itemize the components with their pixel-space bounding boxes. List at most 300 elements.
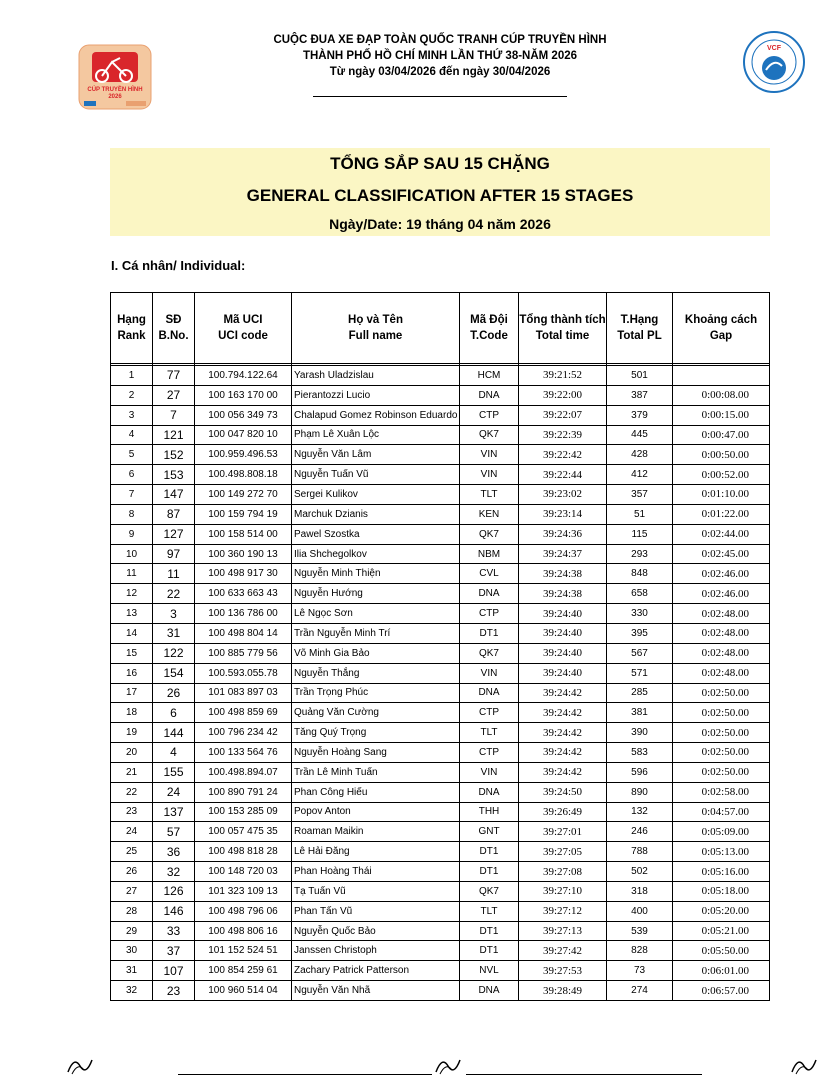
rank-cell: 5 <box>111 445 153 465</box>
time-cell: 39:24:36 <box>519 524 607 544</box>
table-row <box>111 564 770 584</box>
table-row <box>111 544 770 564</box>
team-cell: TLT <box>460 723 519 743</box>
title-banner <box>110 148 770 236</box>
time-cell: 39:22:00 <box>519 385 607 405</box>
rank-cell: 32 <box>111 981 153 1001</box>
table-row <box>111 425 770 445</box>
name-cell: Nguyễn Văn Nhã <box>292 981 460 1001</box>
time-cell: 39:27:01 <box>519 822 607 842</box>
points-cell: 828 <box>607 941 673 961</box>
bib-cell: 22 <box>153 584 195 604</box>
bib-cell: 6 <box>153 703 195 723</box>
points-cell: 501 <box>607 366 673 386</box>
name-cell: Janssen Christoph <box>292 941 460 961</box>
gap-cell: 0:06:57.00 <box>673 981 770 1001</box>
time-cell: 39:24:40 <box>519 643 607 663</box>
time-cell: 39:24:40 <box>519 663 607 683</box>
col-team: Mã Đội T.Code <box>460 293 519 364</box>
points-cell: 132 <box>607 802 673 822</box>
name-cell: Pierantozzi Lucio <box>292 385 460 405</box>
team-cell: CTP <box>460 703 519 723</box>
time-cell: 39:24:40 <box>519 623 607 643</box>
name-cell: Võ Minh Gia Bảo <box>292 643 460 663</box>
points-cell: 379 <box>607 405 673 425</box>
rank-cell: 13 <box>111 604 153 624</box>
table-row <box>111 723 770 743</box>
event-title-line2: THÀNH PHỐ HỒ CHÍ MINH LẦN THỨ 38-NĂM 2026 <box>302 50 578 62</box>
footer-signature-line <box>466 1074 702 1075</box>
rank-cell: 26 <box>111 862 153 882</box>
points-cell: 788 <box>607 842 673 862</box>
gap-cell: 0:05:50.00 <box>673 941 770 961</box>
points-cell: 890 <box>607 782 673 802</box>
name-cell: Sergei Kulikov <box>292 485 460 505</box>
table-row <box>111 901 770 921</box>
time-cell: 39:27:10 <box>519 881 607 901</box>
team-cell: TLT <box>460 485 519 505</box>
table-row <box>111 881 770 901</box>
rank-cell: 14 <box>111 623 153 643</box>
time-cell: 39:27:08 <box>519 862 607 882</box>
svg-text:2026: 2026 <box>108 94 122 100</box>
team-cell: HCM <box>460 366 519 386</box>
team-cell: DNA <box>460 683 519 703</box>
points-cell: 445 <box>607 425 673 445</box>
time-cell: 39:27:12 <box>519 901 607 921</box>
gap-cell: 0:00:08.00 <box>673 385 770 405</box>
col-uci: Mã UCI UCI code <box>195 293 292 364</box>
rank-cell: 25 <box>111 842 153 862</box>
name-cell: Trần Lê Minh Tuấn <box>292 762 460 782</box>
classification-table <box>110 292 770 1001</box>
uci-cell: 100 158 514 00 <box>195 524 292 544</box>
team-cell: DT1 <box>460 623 519 643</box>
rank-cell: 22 <box>111 782 153 802</box>
time-cell: 39:24:42 <box>519 723 607 743</box>
bib-cell: 27 <box>153 385 195 405</box>
name-cell: Chalapud Gomez Robinson Eduardo <box>292 405 460 425</box>
footer-ornament-icon <box>434 1054 464 1076</box>
gap-cell: 0:02:48.00 <box>673 604 770 624</box>
rank-cell: 1 <box>111 366 153 386</box>
rank-cell: 7 <box>111 485 153 505</box>
bib-cell: 24 <box>153 782 195 802</box>
points-cell: 502 <box>607 862 673 882</box>
time-cell: 39:24:42 <box>519 683 607 703</box>
table-row <box>111 961 770 981</box>
gap-cell: 0:02:58.00 <box>673 782 770 802</box>
team-cell: QK7 <box>460 643 519 663</box>
uci-cell: 100 796 234 42 <box>195 723 292 743</box>
rank-cell: 11 <box>111 564 153 584</box>
bib-cell: 77 <box>153 366 195 386</box>
gap-cell: 0:05:16.00 <box>673 862 770 882</box>
name-cell: Zachary Patrick Patterson <box>292 961 460 981</box>
col-points: T.Hạng Total PL <box>607 293 673 364</box>
team-cell: VIN <box>460 663 519 683</box>
team-cell: DNA <box>460 981 519 1001</box>
name-cell: Lê Ngọc Sơn <box>292 604 460 624</box>
team-cell: NVL <box>460 961 519 981</box>
gap-cell <box>673 366 770 386</box>
name-cell: Yarash Uladzislau <box>292 366 460 386</box>
bib-cell: 107 <box>153 961 195 981</box>
bib-cell: 155 <box>153 762 195 782</box>
name-cell: Tạ Tuấn Vũ <box>292 881 460 901</box>
points-cell: 428 <box>607 445 673 465</box>
points-cell: 293 <box>607 544 673 564</box>
name-cell: Phan Công Hiếu <box>292 782 460 802</box>
team-cell: TLT <box>460 901 519 921</box>
bib-cell: 144 <box>153 723 195 743</box>
table-row <box>111 703 770 723</box>
name-cell: Nguyễn Thắng <box>292 663 460 683</box>
points-cell: 330 <box>607 604 673 624</box>
team-cell: CTP <box>460 604 519 624</box>
uci-cell: 100 136 786 00 <box>195 604 292 624</box>
uci-cell: 100.498.894.07 <box>195 762 292 782</box>
points-cell: 571 <box>607 663 673 683</box>
uci-cell: 100 498 818 28 <box>195 842 292 862</box>
table-row <box>111 584 770 604</box>
gap-cell: 0:02:50.00 <box>673 762 770 782</box>
team-cell: THH <box>460 802 519 822</box>
gap-cell: 0:02:46.00 <box>673 564 770 584</box>
rank-cell: 31 <box>111 961 153 981</box>
table-row <box>111 405 770 425</box>
points-cell: 583 <box>607 743 673 763</box>
time-cell: 39:21:52 <box>519 366 607 386</box>
bib-cell: 33 <box>153 921 195 941</box>
name-cell: Ilia Shchegolkov <box>292 544 460 564</box>
uci-cell: 100 153 285 09 <box>195 802 292 822</box>
classification-date: Ngày/Date: 19 tháng 04 năm 2026 <box>329 216 551 232</box>
time-cell: 39:24:37 <box>519 544 607 564</box>
uci-cell: 100 057 475 35 <box>195 822 292 842</box>
points-cell: 400 <box>607 901 673 921</box>
uci-cell: 101 083 897 03 <box>195 683 292 703</box>
time-cell: 39:24:42 <box>519 703 607 723</box>
gap-cell: 0:05:20.00 <box>673 901 770 921</box>
gap-cell: 0:02:48.00 <box>673 663 770 683</box>
bib-cell: 146 <box>153 901 195 921</box>
rank-cell: 28 <box>111 901 153 921</box>
points-cell: 246 <box>607 822 673 842</box>
table-header-row <box>111 293 770 364</box>
name-cell: Phan Hoàng Thái <box>292 862 460 882</box>
gap-cell: 0:06:01.00 <box>673 961 770 981</box>
table-row <box>111 623 770 643</box>
bib-cell: 153 <box>153 465 195 485</box>
team-cell: VIN <box>460 762 519 782</box>
svg-text:CÚP TRUYỀN HÌNH: CÚP TRUYỀN HÌNH <box>87 87 143 93</box>
col-name: Họ và Tên Full name <box>292 293 460 364</box>
bib-cell: 37 <box>153 941 195 961</box>
footer-ornament-icon <box>66 1054 96 1076</box>
event-header <box>230 32 650 80</box>
gap-cell: 0:02:50.00 <box>673 703 770 723</box>
table-row <box>111 782 770 802</box>
name-cell: Tăng Quý Trọng <box>292 723 460 743</box>
uci-cell: 100 056 349 73 <box>195 405 292 425</box>
points-cell: 395 <box>607 623 673 643</box>
team-cell: VIN <box>460 445 519 465</box>
time-cell: 39:24:38 <box>519 564 607 584</box>
gap-cell: 0:02:50.00 <box>673 683 770 703</box>
rank-cell: 3 <box>111 405 153 425</box>
uci-cell: 100 148 720 03 <box>195 862 292 882</box>
uci-cell: 101 152 524 51 <box>195 941 292 961</box>
rank-cell: 4 <box>111 425 153 445</box>
team-cell: VIN <box>460 465 519 485</box>
points-cell: 318 <box>607 881 673 901</box>
team-cell: QK7 <box>460 524 519 544</box>
gap-cell: 0:04:57.00 <box>673 802 770 822</box>
footer-signature-line <box>178 1074 432 1075</box>
col-rank: Hạng Rank <box>111 293 153 364</box>
bib-cell: 36 <box>153 842 195 862</box>
points-cell: 658 <box>607 584 673 604</box>
table-row <box>111 524 770 544</box>
team-cell: QK7 <box>460 881 519 901</box>
points-cell: 567 <box>607 643 673 663</box>
points-cell: 381 <box>607 703 673 723</box>
rank-cell: 21 <box>111 762 153 782</box>
uci-cell: 100 149 272 70 <box>195 485 292 505</box>
table-row <box>111 842 770 862</box>
bib-cell: 3 <box>153 604 195 624</box>
table-row <box>111 604 770 624</box>
time-cell: 39:27:05 <box>519 842 607 862</box>
table-row <box>111 802 770 822</box>
points-cell: 848 <box>607 564 673 584</box>
uci-cell: 100 159 794 19 <box>195 504 292 524</box>
gap-cell: 0:02:48.00 <box>673 643 770 663</box>
rank-cell: 8 <box>111 504 153 524</box>
bib-cell: 154 <box>153 663 195 683</box>
time-cell: 39:27:53 <box>519 961 607 981</box>
rank-cell: 20 <box>111 743 153 763</box>
table-row <box>111 385 770 405</box>
name-cell: Trần Nguyễn Minh Trí <box>292 623 460 643</box>
team-cell: NBM <box>460 544 519 564</box>
points-cell: 51 <box>607 504 673 524</box>
gap-cell: 0:05:21.00 <box>673 921 770 941</box>
uci-cell: 100.959.496.53 <box>195 445 292 465</box>
rank-cell: 19 <box>111 723 153 743</box>
name-cell: Lê Hải Đăng <box>292 842 460 862</box>
gap-cell: 0:02:44.00 <box>673 524 770 544</box>
name-cell: Nguyễn Hướng <box>292 584 460 604</box>
name-cell: Phan Tấn Vũ <box>292 901 460 921</box>
time-cell: 39:22:07 <box>519 405 607 425</box>
uci-cell: 100 498 806 16 <box>195 921 292 941</box>
points-cell: 387 <box>607 385 673 405</box>
rank-cell: 23 <box>111 802 153 822</box>
bib-cell: 57 <box>153 822 195 842</box>
bib-cell: 122 <box>153 643 195 663</box>
bib-cell: 97 <box>153 544 195 564</box>
uci-cell: 100 133 564 76 <box>195 743 292 763</box>
time-cell: 39:24:42 <box>519 743 607 763</box>
team-cell: DT1 <box>460 862 519 882</box>
name-cell: Nguyễn Hoàng Sang <box>292 743 460 763</box>
gap-cell: 0:00:50.00 <box>673 445 770 465</box>
name-cell: Nguyễn Tuấn Vũ <box>292 465 460 485</box>
table-row <box>111 862 770 882</box>
uci-cell: 100 633 663 43 <box>195 584 292 604</box>
uci-cell: 100.498.808.18 <box>195 465 292 485</box>
gap-cell: 0:02:48.00 <box>673 623 770 643</box>
col-bib: SĐ B.No. <box>153 293 195 364</box>
time-cell: 39:24:42 <box>519 762 607 782</box>
rank-cell: 15 <box>111 643 153 663</box>
team-cell: QK7 <box>460 425 519 445</box>
table-row <box>111 743 770 763</box>
rank-cell: 16 <box>111 663 153 683</box>
bib-cell: 11 <box>153 564 195 584</box>
vcf-logo <box>742 30 806 94</box>
table-row <box>111 981 770 1001</box>
uci-cell: 100.794.122.64 <box>195 366 292 386</box>
team-cell: CTP <box>460 743 519 763</box>
gap-cell: 0:05:18.00 <box>673 881 770 901</box>
bib-cell: 126 <box>153 881 195 901</box>
team-cell: DNA <box>460 385 519 405</box>
rank-cell: 30 <box>111 941 153 961</box>
gap-cell: 0:00:52.00 <box>673 465 770 485</box>
time-cell: 39:24:38 <box>519 584 607 604</box>
bib-cell: 127 <box>153 524 195 544</box>
rank-cell: 9 <box>111 524 153 544</box>
bib-cell: 26 <box>153 683 195 703</box>
name-cell: Nguyễn Văn Lâm <box>292 445 460 465</box>
uci-cell: 100 360 190 13 <box>195 544 292 564</box>
header-divider <box>313 96 567 97</box>
uci-cell: 100.593.055.78 <box>195 663 292 683</box>
time-cell: 39:27:42 <box>519 941 607 961</box>
time-cell: 39:23:02 <box>519 485 607 505</box>
points-cell: 357 <box>607 485 673 505</box>
uci-cell: 100 498 859 69 <box>195 703 292 723</box>
team-cell: KEN <box>460 504 519 524</box>
team-cell: GNT <box>460 822 519 842</box>
table-row <box>111 921 770 941</box>
points-cell: 285 <box>607 683 673 703</box>
team-cell: DNA <box>460 584 519 604</box>
time-cell: 39:26:49 <box>519 802 607 822</box>
table-row <box>111 366 770 386</box>
bib-cell: 147 <box>153 485 195 505</box>
bib-cell: 87 <box>153 504 195 524</box>
team-cell: DNA <box>460 782 519 802</box>
name-cell: Nguyễn Minh Thiện <box>292 564 460 584</box>
table-row <box>111 485 770 505</box>
title-english: GENERAL CLASSIFICATION AFTER 15 STAGES <box>246 186 634 205</box>
points-cell: 73 <box>607 961 673 981</box>
title-vietnamese: TỔNG SẮP SAU 15 CHẶNG <box>330 154 550 173</box>
gap-cell: 0:02:50.00 <box>673 723 770 743</box>
table-row <box>111 683 770 703</box>
points-cell: 274 <box>607 981 673 1001</box>
bib-cell: 31 <box>153 623 195 643</box>
bib-cell: 137 <box>153 802 195 822</box>
event-title-line1: CUỘC ĐUA XE ĐẠP TOÀN QUỐC TRANH CÚP TRUYỀN HÌNH <box>273 34 607 46</box>
name-cell: Marchuk Dzianis <box>292 504 460 524</box>
bib-cell: 152 <box>153 445 195 465</box>
uci-cell: 100 885 779 56 <box>195 643 292 663</box>
team-cell: DT1 <box>460 842 519 862</box>
svg-text:VCF: VCF <box>767 45 781 52</box>
gap-cell: 0:02:46.00 <box>673 584 770 604</box>
uci-cell: 100 854 259 61 <box>195 961 292 981</box>
bib-cell: 32 <box>153 862 195 882</box>
table-row <box>111 663 770 683</box>
team-cell: DT1 <box>460 921 519 941</box>
time-cell: 39:28:49 <box>519 981 607 1001</box>
table-row <box>111 762 770 782</box>
rank-cell: 18 <box>111 703 153 723</box>
uci-cell: 100 498 796 06 <box>195 901 292 921</box>
gap-cell: 0:02:50.00 <box>673 743 770 763</box>
section-heading: I. Cá nhân/ Individual: <box>111 258 246 273</box>
table-row <box>111 465 770 485</box>
table-row <box>111 643 770 663</box>
col-time: Tổng thành tích Total time <box>519 293 607 364</box>
rank-cell: 24 <box>111 822 153 842</box>
gap-cell: 0:02:45.00 <box>673 544 770 564</box>
name-cell: Trần Trọng Phúc <box>292 683 460 703</box>
table-row <box>111 941 770 961</box>
gap-cell: 0:00:47.00 <box>673 425 770 445</box>
gap-cell: 0:01:10.00 <box>673 485 770 505</box>
rank-cell: 10 <box>111 544 153 564</box>
cup-logo <box>78 44 152 110</box>
rank-cell: 27 <box>111 881 153 901</box>
points-cell: 390 <box>607 723 673 743</box>
table-row <box>111 445 770 465</box>
time-cell: 39:24:50 <box>519 782 607 802</box>
name-cell: Popov Anton <box>292 802 460 822</box>
time-cell: 39:22:39 <box>519 425 607 445</box>
team-cell: CVL <box>460 564 519 584</box>
time-cell: 39:22:42 <box>519 445 607 465</box>
bib-cell: 7 <box>153 405 195 425</box>
gap-cell: 0:05:09.00 <box>673 822 770 842</box>
points-cell: 539 <box>607 921 673 941</box>
points-cell: 412 <box>607 465 673 485</box>
rank-cell: 17 <box>111 683 153 703</box>
uci-cell: 100 163 170 00 <box>195 385 292 405</box>
team-cell: DT1 <box>460 941 519 961</box>
uci-cell: 100 047 820 10 <box>195 425 292 445</box>
table-row <box>111 822 770 842</box>
rank-cell: 6 <box>111 465 153 485</box>
team-cell: CTP <box>460 405 519 425</box>
name-cell: Pawel Szostka <box>292 524 460 544</box>
uci-cell: 100 890 791 24 <box>195 782 292 802</box>
table-row <box>111 504 770 524</box>
uci-cell: 100 498 917 30 <box>195 564 292 584</box>
time-cell: 39:24:40 <box>519 604 607 624</box>
time-cell: 39:22:44 <box>519 465 607 485</box>
rank-cell: 12 <box>111 584 153 604</box>
name-cell: Nguyễn Quốc Bảo <box>292 921 460 941</box>
gap-cell: 0:00:15.00 <box>673 405 770 425</box>
rank-cell: 2 <box>111 385 153 405</box>
uci-cell: 100 960 514 04 <box>195 981 292 1001</box>
